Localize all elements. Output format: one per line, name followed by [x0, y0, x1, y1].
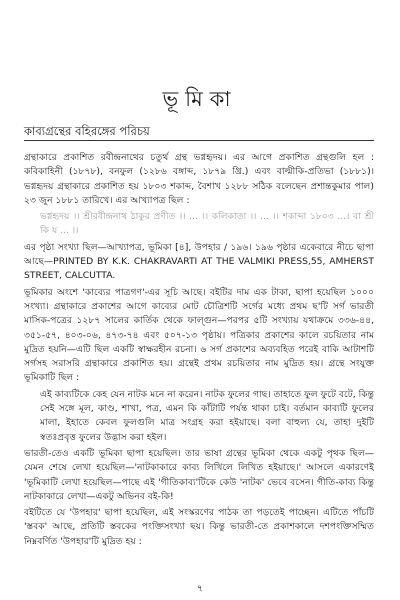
- page-number: ৭: [197, 584, 203, 594]
- section-heading: কাব্যগ্রন্থের বহিরঙ্গের পরিচয়: [24, 124, 150, 138]
- paragraph-bharati-preface: ভারতী-তেও একটি ভূমিকা ছাপা হয়েছিল। তার ভাষা গ্রন্থের ভূমিকা থেকে একটু পৃথক ছিল—যেমন শেষে লেখা হয়েছিল—'নাটকাকারে কাব্য লিখিলে লিখিত হইয়াছে।' আসলে একারণেই 'ভূমিকাটি লেখা হয়েছিল—পাছে এই 'গীতিকাব্য'টিকে কেউ 'নাটক' ভেবে বসেন। গীতি-কাব্য কিন্তু নাটকাকারে লেখা—একটু অভিনব বই-কি!: [24, 447, 374, 502]
- preface-quote: এই কাব্যটিকে কেহ যেন নাটক মনে না করেন। নাটক ফুলের গাছ। তাহাতে ফুল ফুটে বটে, কিন্তু সেই সঙ্গে মূল, কাণ্ড, শাখা, পত্র, এমন কি কাঁটাটি পর্যন্ত থাকা চাই। বর্তমান কাব্যটি ফুলের মালা, ইহাতে কেবল ফুলগুলি মাত্র সংগ্রহ করা হইয়াছে। বলা বাহুল্য যে, তাহা দুইটি স্বতঃপ্রবৃত্ত ফুলের উদ্ভাস করা হইল।: [40, 388, 374, 443]
- paragraph-intro: গ্রন্থাকারে প্রকাশিত রবীন্দ্রনাথের চতুর্থ গ্রন্থ ভগ্নহৃদয়। এর আগে প্রকাশিত গ্রন্থগুলি হল : কবিকাহিনী (১৮৭৮), বনফুল (১২৮৬ বঙ্গাব্দ, ১৮৭৯ খ্রি.) এবং বাল্মীকি-প্রতিভা (১৮৮১)। ভগ্নহৃদয় গ্রন্থাকারে প্রকাশিত হয় ১৮০৩ শকাব্দ, বৈশাখ ১২৮৮ সঠিক বলেছেন প্রশান্তকুমার পাল) ২৩ জুন ১৮৮১ তারিখে। এর আখ্যাপত্র ছিল :: [24, 152, 374, 206]
- paragraph-pages: এর পৃষ্ঠা সংখ্যা ছিল—আখ্যাপত্র, ভূমিকা [৪], উপহার / ১৯৬। ১৯৬ পৃষ্ঠার একেবারে নীচে ছাপা আছে—PRINTED BY K.K. CHAKRAVARTI AT THE VALMIKI PRESS,55, AMHERST STREET, CALCUTTA.: [24, 241, 374, 282]
- paragraph-preface-contents: ভূমিকার অংশে 'কাব্যের পাত্রগণ'-এর সূচি আছে। বইটির দাম এক টাকা, ছাপা হয়েছিল ১০০০ সংখ্যা। গ্রন্থাকারে প্রকাশের আগে কাব্যের মোট চৌত্রিশটি সর্গের মধ্যে প্রথম ছ'টি সর্গ ভারতী মাসিক-পত্রের ১২৮৭ সালের কার্তিক থেকে ফাল্গুন—পরপর ৫টি সংখ্যায় যথাক্রমে ৩৩৬-৪৪, ৩৫১-৫৭, ৪০৩-০৬, ৪৭৩-৭৪ এবং ৫০৭-১৩ পৃষ্ঠায়। পত্রিকার প্রকাশের কালে রচয়িতার নাম মুদ্রিত হয়নি—এটি ছিল একটি স্বাক্ষরহীন রচনা। ৬ সর্গ প্রকাশের অব্যবহিত পরেই বাকি আটাশটি সর্গসহ সরাসরি গ্রন্থাকারে প্রকাশিত হয়। গ্রন্থেই প্রথম রচয়িতার নাম মুদ্রিত হয়। গ্রন্থে সংযুক্ত ভূমিকাটি ছিল :: [24, 286, 374, 384]
- body-text: [24, 151, 374, 551]
- title-page-quote: ভগ্নহৃদয় ।। শ্রীরবীন্দ্রনাথ ঠাকুর প্রণীত ।। ... ।। কলিকাতা ।। ... ।। শকাব্দা ১৮০৩ ...। বা শ্রী কি য ... ।।: [40, 211, 374, 237]
- paragraph-upahar: বইটিতে যে 'উপহার' ছাপা হয়েছিল, এই সংস্করণের পাঠক তা পড়তেই পাচ্ছেন। এটিতে পাঁচটি 'স্তবক' আছে, প্রতিটি স্তবকের পংক্তিসংখ্যা ছয়। কিন্তু ভারতী-তে প্রকাশকালে দশপংক্তিসম্মিত নিম্নবর্ণিত 'উপহার'টি মুদ্রিত হয় :: [24, 507, 374, 547]
- section-divider: [24, 140, 374, 141]
- page-title: ভূমিকা: [162, 87, 238, 111]
